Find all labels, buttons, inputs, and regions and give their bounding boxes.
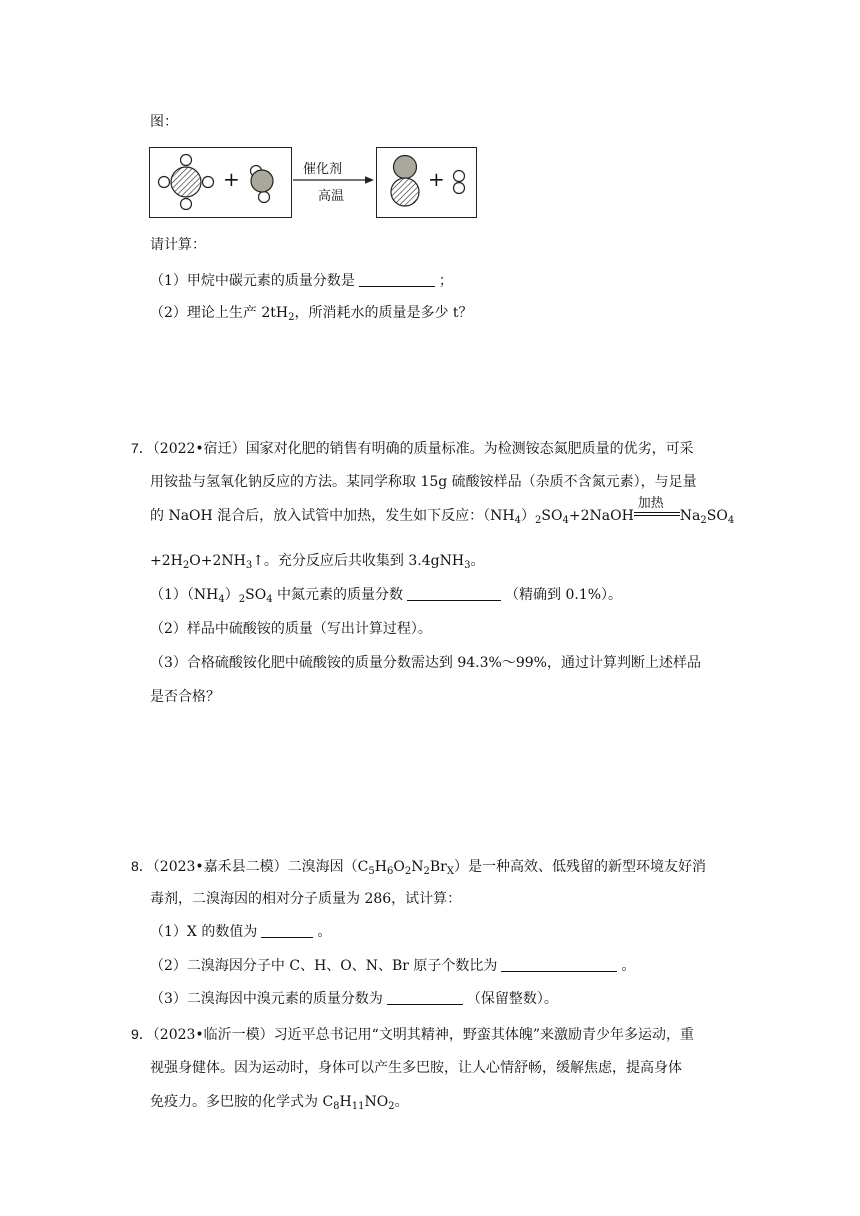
q6-part2-sub: 2 (288, 312, 295, 323)
q6-prompt: 请计算： (150, 237, 206, 253)
q7-l4d: 。 (470, 553, 485, 569)
q7-part1-answer-blank[interactable] (407, 586, 501, 601)
q7-p1e: （精确到 0.1%）。 (505, 587, 623, 603)
q9-l3c: NO (364, 1094, 389, 1110)
q9-number: 9． (131, 1026, 153, 1042)
products-plus: + (428, 167, 445, 191)
high-temp-label: 高温 (318, 189, 345, 204)
q8-l1e: Br (429, 859, 447, 875)
q7-p1c: SO (245, 587, 267, 603)
q8-source: （2023•嘉禾县二模） (152, 859, 288, 875)
reactants-box (149, 147, 292, 218)
q9-line1 (131, 1024, 694, 1045)
q7-l3b: ） (521, 508, 536, 524)
q8-p2-post: 。 (621, 958, 636, 974)
q6-part1-post: ； (438, 273, 453, 289)
q6-part2 (150, 303, 473, 323)
q7-part2: （2）样品中硫酸铵的质量（写出计算过程）。 (150, 621, 432, 637)
reaction-arrow-icon (293, 175, 375, 185)
q7-p1a: （1）（NH (150, 587, 219, 603)
q9-line2: 视强身健体。因为运动时，身体可以产生多巴胺，让人心情舒畅，缓解焦虑，提高身体 (150, 1060, 682, 1076)
q8-part3 (150, 989, 558, 1009)
heat-label: 加热 (637, 496, 664, 511)
reactants-plus: + (223, 167, 240, 191)
q7-p1d: 中氮元素的质量分数 (272, 587, 404, 603)
figure-intro: 图： (150, 114, 178, 130)
products-box (376, 147, 477, 218)
q8-p3-text: （3）二溴海因中溴元素的质量分数为 (150, 991, 383, 1007)
q7-p1b: ） (224, 587, 239, 603)
q8-l1b: H (374, 859, 387, 875)
q8-l1d: N (411, 859, 424, 875)
q6-part1 (150, 271, 453, 291)
q9-line1-text: 习近平总书记用“文明其精神，野蛮其体魄”来激励青少年多运动，重 (273, 1027, 695, 1043)
q8-l1f: ）是一种高效、低残留的新型环境友好消 (453, 859, 706, 875)
q8-l1c: O (393, 859, 405, 875)
q7-line1 (131, 438, 694, 459)
q7-part3-line1: （3）合格硫酸铵化肥中硫酸铵的质量分数需达到 94.3%～99%，通过计算判断上述样品 (150, 655, 701, 671)
co-hydrogen-molecules (377, 148, 476, 217)
q8-p1-text: （1）X 的数值为 (150, 924, 258, 940)
q9-l3b: H (339, 1094, 352, 1110)
q8-part1-answer-blank[interactable] (261, 923, 313, 938)
q6-part1-answer-blank[interactable] (359, 272, 435, 287)
q6-part2-text: （2）理论上生产 2tH (150, 305, 289, 321)
q8-part1 (150, 922, 331, 942)
q6-part2-post: ，所消耗水的质量是多少 t？ (294, 305, 473, 321)
q7-line2: 用铵盐与氢氧化钠反应的方法。某同学称取 15g 硫酸铵样品（杂质不含氮元素），与足量 (150, 474, 697, 490)
q7-number: 7． (131, 440, 153, 456)
q8-p2-text: （2）二溴海因分子中 C、H、O、N、Br 原子个数比为 (150, 958, 498, 974)
q8-p3-post: （保留整数）。 (466, 991, 558, 1007)
q7-l3c: SO (541, 508, 563, 524)
q7-l3f: SO (706, 508, 728, 524)
q8-part2-answer-blank[interactable] (501, 957, 617, 972)
catalyst-label: 催化剂 (303, 162, 343, 177)
q7-line3: 的 NaOH 混合后，放入试管中加热，发生如下反应：$(NH_4)_2SO_4+2NaOH$ 加热 $Na_2SO_4$ (150, 496, 735, 526)
q6-part1-text: （1）甲烷中碳元素的质量分数是 (150, 273, 355, 289)
q7-l4a: +2H (150, 553, 183, 569)
q9-l3a: 免疫力。多巴胺的化学式为 C (150, 1094, 334, 1110)
q8-line1: 8．（2023•嘉禾县二模）二溴海因$(C_5H_6O_2N_2Br_X)$是一种高效、低残留的新型环境友好消 (131, 858, 706, 877)
q7-line1-text: 国家对化肥的销售有明确的质量标准。为检测铵态氮肥质量的优劣，可采 (245, 441, 694, 457)
q9-l3d: 。 (394, 1094, 409, 1110)
q7-l3e: Na (679, 508, 701, 524)
q7-l4b: O+2NH (189, 553, 246, 569)
q7-l3d: +2NaOH (568, 508, 634, 524)
q7-part3-line2: 是否合格？ (150, 689, 220, 705)
q8-number: 8． (131, 858, 153, 874)
q7-l4c: ↑。充分反应后共收集到 3.4gNH (252, 553, 465, 569)
q7-source: （2022•宿迁） (152, 441, 246, 457)
q9-line3: 免疫力。多巴胺的化学式为 $C_8H_{11}NO_2$。 (150, 1094, 409, 1112)
q7-l3a: 的 NaOH 混合后，放入试管中加热，发生如下反应：（NH (150, 508, 515, 524)
q8-p1-post: 。 (317, 924, 332, 940)
q8-l1a: 二溴海因（C (287, 859, 369, 875)
q9-source: （2023•临沂一模） (152, 1027, 274, 1043)
q8-line2: 毒剂，二溴海因的相对分子质量为 286，试计算： (150, 891, 462, 907)
q7-line4: $+2H_2O+2NH_3↑$。充分反应后共收集到 3.4gNH$_3$。 (150, 553, 485, 571)
heat-condition (634, 496, 680, 520)
methane-water-molecules (150, 148, 291, 217)
q7-part1: $(1)(NH_4)_2SO_4$ 中氮元素的质量分数 （精确到 0.1%）。 (150, 587, 623, 605)
q8-part2 (150, 956, 635, 976)
q8-part3-answer-blank[interactable] (387, 990, 463, 1005)
